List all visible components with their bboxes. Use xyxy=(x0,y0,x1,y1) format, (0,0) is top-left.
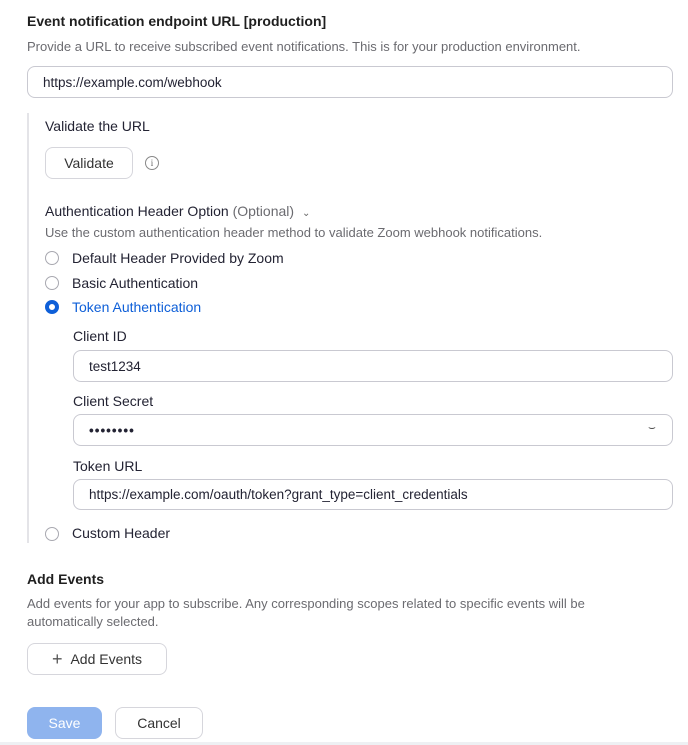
auth-description: Use the custom authentication header method to validate Zoom webhook notifications. xyxy=(45,225,543,240)
radio-default-header[interactable] xyxy=(45,251,59,265)
radio-token-auth[interactable] xyxy=(45,300,59,314)
save-button[interactable]: Save xyxy=(27,707,102,739)
client-id-label: Client ID xyxy=(73,328,127,344)
endpoint-description: Provide a URL to receive subscribed event notifications. This is for your production environment. xyxy=(27,39,581,54)
option-custom-header[interactable]: Custom Header xyxy=(72,525,171,541)
auth-optional: (Optional) xyxy=(232,203,295,219)
add-events-button[interactable] xyxy=(27,643,167,675)
cancel-button[interactable]: Cancel xyxy=(115,707,203,739)
client-id-input[interactable]: test1234 xyxy=(73,350,673,382)
chevron-down-icon[interactable]: ⌄ xyxy=(301,208,311,219)
endpoint-url-input[interactable]: https://example.com/webhook xyxy=(27,66,673,98)
option-token-auth[interactable]: Token Authentication xyxy=(72,299,202,315)
add-events-heading: Add Events xyxy=(27,571,105,587)
token-url-input[interactable]: https://example.com/oauth/token?grant_type=client_credentials xyxy=(73,479,673,510)
section-divider xyxy=(27,113,29,543)
endpoint-title: Event notification endpoint URL [production] xyxy=(27,13,327,29)
radio-basic-auth[interactable] xyxy=(45,276,59,290)
client-secret-input[interactable]: •••••••• xyxy=(73,414,673,446)
add-events-description-2: automatically selected. xyxy=(27,614,159,629)
add-events-description: Add events for your app to subscribe. Any corresponding scopes related to specific events will be xyxy=(27,596,585,611)
auth-heading-label: Authentication Header Option xyxy=(45,203,229,219)
add-events-button-label: Add Events xyxy=(70,651,143,667)
auth-heading xyxy=(45,203,310,219)
validate-button[interactable]: Validate xyxy=(45,147,133,179)
token-url-label: Token URL xyxy=(73,458,143,474)
client-secret-label: Client Secret xyxy=(73,393,154,409)
eye-closed-icon[interactable]: ⌣ xyxy=(648,420,656,434)
plus-icon: + xyxy=(51,648,63,669)
radio-custom-header[interactable] xyxy=(45,527,59,541)
info-icon[interactable]: i xyxy=(145,156,159,170)
option-default-header[interactable]: Default Header Provided by Zoom xyxy=(72,250,284,266)
option-basic-auth[interactable]: Basic Authentication xyxy=(72,275,199,291)
validate-heading: Validate the URL xyxy=(45,118,150,134)
